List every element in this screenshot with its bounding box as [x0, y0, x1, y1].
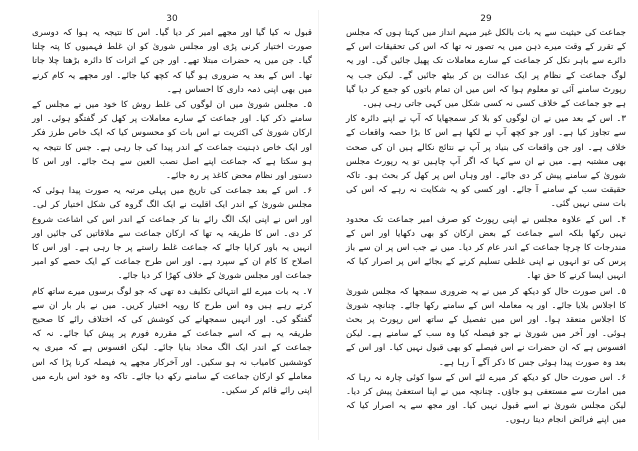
right-page — [346, 14, 626, 444]
page-number: 29 — [480, 14, 492, 24]
paragraph: ۳۔ اس کے بعد میں نے ان لوگوں کو بلا کر سمجھایا کہ آپ نے اپنے دائرہ کار سے تجاوز کیا ہے۔ اور جو کچھ آپ نے لکھا ہے اس کا بڑا حصہ واقعات کے خلاف ہے۔ اور جن واقعات کی بنیاد پر آپ نے نتائج نکالے ہیں ان کی صحت بھی مشتبہ ہے۔ میں نے ان سے کہا کہ اگر آپ چاہیں تو یہ رپورٹ مجلس شوریٰ کے سامنے پیش کر دی جائے۔ اور وہاں اس پر کھل کر بحث ہو۔ تاکہ حقیقت سب کے سامنے آ جائے۔ اور کسی کو یہ شکایت نہ رہے کہ اس کی بات سنی نہیں گئی۔ — [346, 114, 626, 210]
paragraph: جماعت کی حیثیت سے یہ بات بالکل غیر مبہم انداز میں کہتا ہوں کہ مجلس کے تقرر کے وقت میرے ذہن میں یہ تصور نہ تھا کہ اس کی تحقیقات اس کے دائرے سے باہر نکل کر جماعت کے سارے معاملات تک پھیل جائیں گی۔ اور یہ لوگ جماعت کے نظام پر ایک عدالت بن کر بیٹھ جائیں گے۔ لیکن جب یہ رپورٹ سامنے آئی تو معلوم ہوا کہ اس میں ان تمام باتوں کو جمع کر دیا گیا ہے جو جماعت کے خلاف کسی نہ کسی شکل میں کہی جاتی رہی ہیں۔ — [346, 28, 626, 110]
paragraph: قبول نہ کیا گیا اور مجھے امیر کر دیا گیا۔ اس کا نتیجہ یہ ہوا کہ دوسری صورت اختیار کرنی پڑی اور مجلس شوریٰ کو ان غلط فہمیوں کا پتہ چلتا گیا۔ جن میں یہ حضرات مبتلا تھے۔ اور جن کے اثرات کا دائرہ بڑھتا چلا جاتا تھا۔ اس کے بعد یہ ضروری ہو گیا کہ کچھ کیا جائے۔ اور مجھے یہ کام کرنے میں بھی اپنی ذمہ داری کا احساس ہے۔ — [32, 28, 312, 95]
left-page — [32, 14, 312, 444]
paragraph: ۶۔ اس کے بعد جماعت کی تاریخ میں پہلی مرتبہ یہ صورت پیدا ہوئی کہ مجلس شوریٰ کے اندر ایک اقلیت نے ایک الگ گروہ کی شکل اختیار کر لی۔ اور اس نے اپنی ایک الگ رائے بنا کر جماعت کے اندر اس کی اشاعت شروع کر دی۔ اس کا طریقہ یہ تھا کہ ارکان جماعت سے ملاقاتیں کی جائیں اور انہیں یہ باور کرایا جائے کہ جماعت غلط راستے پر جا رہی ہے۔ اور اس کا اصلاح کا کام ان کے سپرد ہے۔ اور اس طرح جماعت کے ایک حصے کو امیر جماعت اور مجلس شوریٰ کے خلاف کھڑا کر دیا جائے۔ — [32, 186, 312, 282]
paragraph: ۵۔ اس صورت حال کو دیکھ کر میں نے یہ ضروری سمجھا کہ مجلس شوریٰ کا اجلاس بلایا جائے۔ اور یہ معاملہ اس کے سامنے رکھا جائے۔ چنانچہ شوریٰ کا اجلاس منعقد ہوا۔ اور اس میں تفصیل کے ساتھ اس رپورٹ پر بحث ہوئی۔ اور آخر میں شوریٰ نے جو فیصلہ کیا وہ سب کے سامنے ہے۔ لیکن افسوس ہے کہ ان حضرات نے اس فیصلے کو بھی قبول نہیں کیا۔ اور اس کے بعد وہ صورت پیدا ہوئی جس کا ذکر آگے آ رہا ہے۔ — [346, 286, 626, 368]
paragraph: ۵۔ مجلس شوریٰ میں ان لوگوں کی غلط روش کا خود میں نے مجلس کے سامنے ذکر کیا۔ اور جماعت کے سارے معاملات پر کھل کر گفتگو ہوئی۔ اور ارکان شوریٰ کی اکثریت نے اس بات کو محسوس کیا کہ ایک خاص طرز فکر اور ایک خاص ذہنیت جماعت کے اندر پیدا کی جا رہی ہے۔ جس کا نتیجہ یہ ہو سکتا ہے کہ جماعت اپنے اصل نصب العین سے ہٹ جائے۔ اور اس کا دستور اور نظام محض کاغذ پر رہ جائے۔ — [32, 100, 312, 182]
paragraph: ۴۔ اس کے علاوہ مجلس نے اپنی رپورٹ کو صرف امیر جماعت تک محدود نہیں رکھا بلکہ اسے جماعت کے بعض ارکان کو بھی دکھایا اور اس کے مندرجات کا چرچا جماعت کے اندر عام کر دیا۔ میں نے جب اس پر ان سے باز پرس کی تو انہوں نے اپنی غلطی تسلیم کرنے کے بجائے اس پر اصرار کیا کہ انہیں ایسا کرنے کا حق تھا۔ — [346, 214, 626, 282]
paragraph: ۷۔ یہ بات میرے لئے انتہائی تکلیف دہ تھی کہ جو لوگ برسوں میرے ساتھ کام کرتے رہے ہیں وہ اس طرح کا رویہ اختیار کریں۔ میں نے بار بار ان سے گفتگو کی۔ اور انہیں سمجھانے کی کوشش کی کہ اختلاف رائے کا صحیح طریقہ یہ ہے کہ اسے جماعت کے مقررہ فورم پر پیش کیا جائے۔ نہ کہ جماعت کے اندر ایک الگ محاذ بنایا جائے۔ لیکن افسوس ہے کہ میری یہ کوششیں کامیاب نہ ہو سکیں۔ اور آخرکار مجھے یہ فیصلہ کرنا پڑا کہ اس معاملے کو ارکان جماعت کے سامنے رکھ دیا جائے۔ تاکہ وہ خود اس بارے میں اپنی رائے قائم کر سکیں۔ — [32, 286, 312, 397]
page-gutter — [318, 10, 319, 440]
page-number: 30 — [166, 14, 178, 24]
paragraph: ۶۔ اس صورت حال کو دیکھ کر میرے لئے اس کے سوا کوئی چارہ نہ رہا کہ میں امارت سے مستعفی ہو جاؤں۔ چنانچہ میں نے اپنا استعفیٰ پیش کر دیا۔ لیکن مجلس شوریٰ نے اسے قبول نہیں کیا۔ اور مجھ سے یہ اصرار کیا کہ میں اپنے فرائض انجام دیتا رہوں۔ — [346, 372, 626, 426]
